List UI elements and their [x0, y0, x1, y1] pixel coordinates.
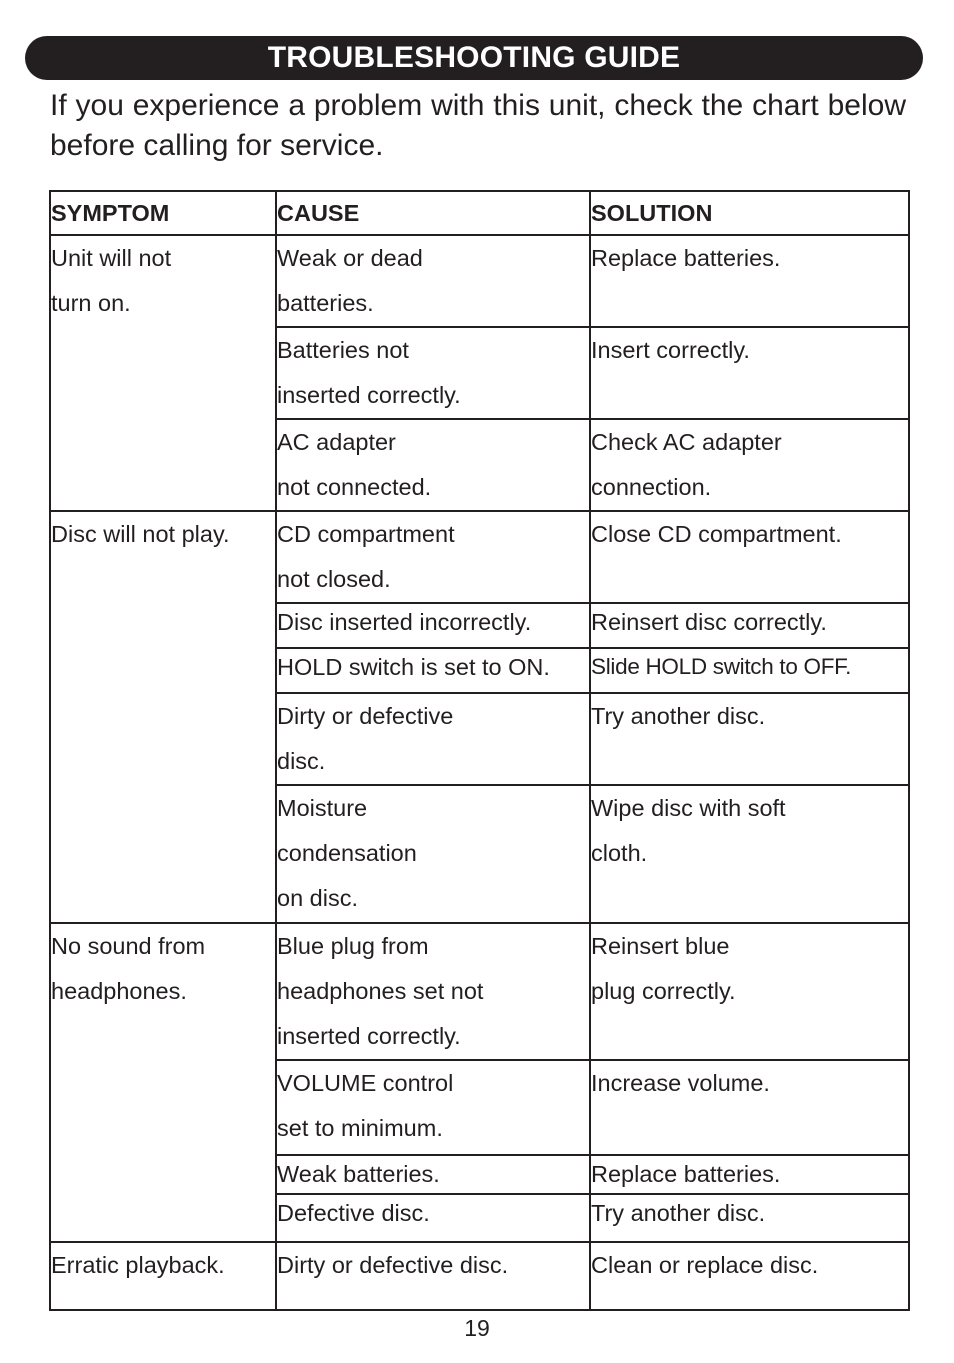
- column-header-symptom: SYMPTOM: [50, 191, 276, 235]
- intro-paragraph: If you experience a problem with this unit, check the chart below before calling for service.: [50, 89, 906, 162]
- cause-cell: Weak batteries.: [276, 1155, 590, 1194]
- table-row: [50, 1242, 909, 1310]
- solution-cell: Reinsert blue plug correctly.: [590, 923, 909, 1060]
- cause-cell: HOLD switch is set to ON.: [276, 648, 590, 693]
- solution-cell: Try another disc.: [590, 693, 909, 785]
- solution-cell: Wipe disc with soft cloth.: [590, 785, 909, 923]
- solution-cell: Try another disc.: [590, 1194, 909, 1242]
- section-title: TROUBLESHOOTING GUIDE: [267, 41, 681, 74]
- section-title-banner: [25, 36, 923, 80]
- solution-cell: Increase volume.: [590, 1060, 909, 1155]
- cause-cell: AC adapter not connected.: [276, 419, 590, 511]
- solution-cell: Replace batteries.: [590, 235, 909, 327]
- cause-cell: Moisture condensation on disc.: [276, 785, 590, 923]
- cause-cell: Batteries not inserted correctly.: [276, 327, 590, 419]
- symptom-cell: Unit will not turn on.: [50, 235, 276, 511]
- solution-cell: Slide HOLD switch to OFF.: [590, 648, 909, 693]
- column-header-cause: CAUSE: [276, 191, 590, 235]
- cause-cell: Blue plug from headphones set not inserted correctly.: [276, 923, 590, 1060]
- cause-cell: Disc inserted incorrectly.: [276, 603, 590, 648]
- table-row: [50, 235, 909, 327]
- column-header-solution: SOLUTION: [590, 191, 909, 235]
- solution-cell: Replace batteries.: [590, 1155, 909, 1194]
- table-row: [50, 923, 909, 1060]
- cause-cell: Dirty or defective disc.: [276, 693, 590, 785]
- symptom-cell: Disc will not play.: [50, 511, 276, 923]
- symptom-cell: No sound from headphones.: [50, 923, 276, 1242]
- page-number: 19: [464, 1315, 490, 1341]
- solution-cell: Check AC adapter connection.: [590, 419, 909, 511]
- symptom-cell: Erratic playback.: [50, 1242, 276, 1310]
- solution-cell: Insert correctly.: [590, 327, 909, 419]
- cause-cell: CD compartment not closed.: [276, 511, 590, 603]
- cause-cell: Defective disc.: [276, 1194, 590, 1242]
- cause-cell: VOLUME control set to minimum.: [276, 1060, 590, 1155]
- table-row: [50, 511, 909, 603]
- solution-cell: Clean or replace disc.: [590, 1242, 909, 1310]
- cause-cell: Dirty or defective disc.: [276, 1242, 590, 1310]
- solution-cell: Reinsert disc correctly.: [590, 603, 909, 648]
- solution-cell: Close CD compartment.: [590, 511, 909, 603]
- troubleshooting-table: [49, 190, 910, 1311]
- table-header-row: [50, 191, 909, 235]
- cause-cell: Weak or dead batteries.: [276, 235, 590, 327]
